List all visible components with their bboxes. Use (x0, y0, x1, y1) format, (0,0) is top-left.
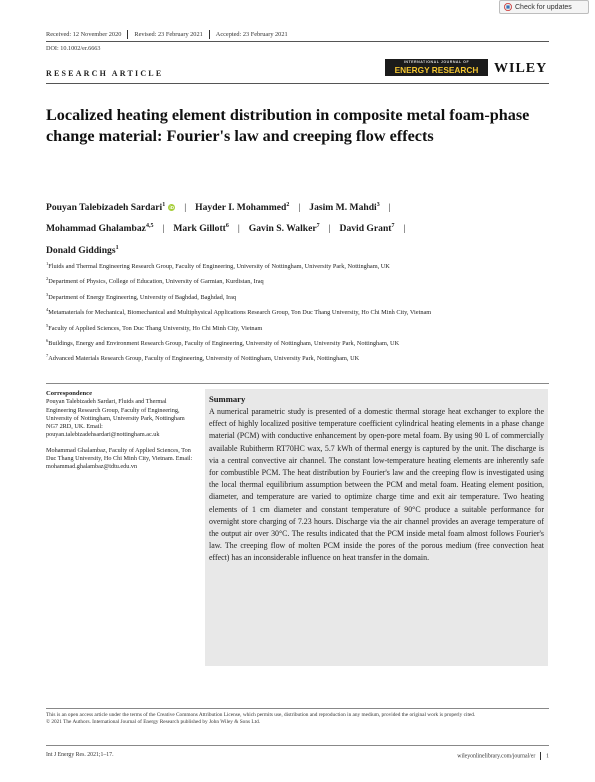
article-dates (46, 30, 288, 39)
affiliation-item: $^5$Faculty of Applied Sciences, Ton Duc Thang University, Ho Chi Minh City, Vietnam (46, 322, 263, 332)
author[interactable]: Hayder I. Mohammed$^2$ (195, 202, 290, 214)
header-divider (46, 41, 549, 42)
check-for-updates-label: Check for updates (515, 3, 572, 11)
article-type: RESEARCH ARTICLE (46, 69, 164, 78)
license-text (46, 712, 551, 726)
summary-heading: Summary (209, 394, 246, 404)
affiliation-item: $^7$Advanced Materials Research Group, Faculty of Engineering, University of Nottingham, University Park, Nottingham, UK (46, 353, 360, 363)
accepted-date: Accepted: 23 February 2021 (215, 30, 288, 38)
revised-date: Revised: 23 February 2021 (134, 30, 203, 38)
license-line-1: This is an open access article under the terms of the Creative Commons Attribution License, which permits use, distribution and reproduction in any medium, provided the original work is properly cited. (46, 712, 476, 718)
correspondence-block-1: Pouyan Talebizadeh Sardari, Fluids and Thermal Engineering Research Group, Faculty of Engineering, University of Nottingham, University Park, Nottingham NG7 2RD, UK. Email: pouyan.talebizadehsardari@nottingham.ac.uk (46, 398, 185, 439)
article-title: Localized heating element distribution in composite metal foam-phase change material: Fourier's law and creeping flow effects (46, 106, 530, 145)
journal-url[interactable]: wileyonlinelibrary.com/journal/er (457, 753, 536, 760)
correspondence-heading: Correspondence (46, 390, 93, 397)
license-divider (46, 708, 549, 709)
author[interactable]: Jasim M. Mahdi$^3$ (309, 202, 380, 214)
affiliations-divider (46, 383, 549, 384)
affiliation-item: $^2$Department of Physics, College of Education, University of Garmian, Kurdistan, Iraq (46, 276, 264, 286)
check-for-updates-button[interactable] (499, 0, 589, 14)
doi[interactable]: DOI: 10.1002/er.6663 (46, 45, 101, 52)
affiliation-item: $^6$Buildings, Energy and Environment Research Group, Faculty of Engineering, University of Nottingham, University Park, Nottingham, UK (46, 337, 400, 348)
summary-box (205, 389, 548, 666)
journal-logo-small: INTERNATIONAL JOURNAL OF (403, 60, 470, 65)
journal-logo-text: ENERGY RESEARCH (394, 64, 479, 75)
author[interactable]: Mohammad Ghalambaz$^{4,5}$ (46, 223, 154, 235)
footer (46, 752, 549, 758)
author[interactable]: Pouyan Talebizadeh Sardari$^1$ iD (46, 202, 174, 214)
article-type-divider (46, 83, 549, 84)
license-line-2: © 2021 The Authors. International Journal of Energy Research published by John Wiley & Sons Ltd. (46, 719, 261, 726)
orcid-icon[interactable]: iD (169, 205, 174, 211)
received-date: Received: 12 November 2020 (46, 30, 122, 38)
affiliation-item: $^3$Department of Energy Engineering, University of Baghdad, Baghdad, Iraq (46, 291, 237, 301)
update-badge-icon (504, 3, 512, 11)
author[interactable]: Mark Gillott$^6$ (173, 223, 229, 235)
page-number: 1 (546, 753, 549, 760)
affiliation-item: $^4$Metamaterials for Mechanical, Biomechanical and Multiphysical Applications Research Group, Ton Duc Thang University, Ho Chi Minh City, Vietnam (46, 307, 432, 317)
correspondence-block-2: Mohammad Ghalambaz, Faculty of Applied Sciences, Ton Duc Thang University, Ho Chi Minh City, Vietnam. Email: mohammad.ghalambaz@tdtu.edu.vn (46, 446, 193, 471)
journal-logo (385, 59, 488, 76)
author[interactable]: David Grant$^7$ (339, 223, 395, 235)
summary-body: A numerical parametric study is presented of a domestic thermal storage heat exchanger to explore the effect of highly localized positive temperature coefficient cylindrical heating elements in a phase change material (PCM) with conductive enhancement by open-pore metal foam. By using 90 L of commercially available Rubitherm RT70HC wax, 5.7 kWh of thermal energy is captured by the unit. The discharge is via a central convective air channel. The constant low-temperature heating elements are inherently safe for combustible PCM. The heat distribution by Fourier's law and the creeping flow is investigated using the local thermal equilibrium assumption between the PCM and metal foam. Heating element position, diameter, and temperature are varied to optimize charge time and exit air temperature. Two heating elements of 1 cm diameter and constant temperature of 90°C produce a suitable performance for overnight store charging of 7.23 hours. Discharge via the air channel provides an average temperature of the output air over 30°C. The results indicated that the PCM inside metal foam almost follows Fourier's law. The creeping flow of molten PCM inside the pores of the porous medium (free convection heat effect) has an inconsiderable influence on heat transfer in the domain. (209, 407, 544, 563)
author-list: Pouyan Talebizadeh Sardari$^1$ iD | Hayder I. Mohammed$^2$ | Jasim M. Mahdi$^3$ | Mohammad Ghalambaz$^{4,5}$ | Mark Gillott$^6$ | Gavin S. Walker$^7$ | David Grant$^7$ | Donald Giddings$^1$ (46, 202, 406, 256)
affiliations (46, 260, 551, 368)
citation: Int J Energy Res. 2021;1–17. (46, 752, 114, 758)
publisher-logo: WILEY (494, 61, 548, 76)
correspondence (46, 390, 196, 479)
author[interactable]: Gavin S. Walker$^7$ (248, 223, 320, 235)
author[interactable]: Donald Giddings$^1$ (46, 244, 119, 256)
affiliation-item: $^1$Fluids and Thermal Engineering Research Group, Faculty of Engineering, University of Nottingham, University Park, Nottingham, UK (46, 261, 390, 271)
footer-divider (46, 745, 549, 746)
